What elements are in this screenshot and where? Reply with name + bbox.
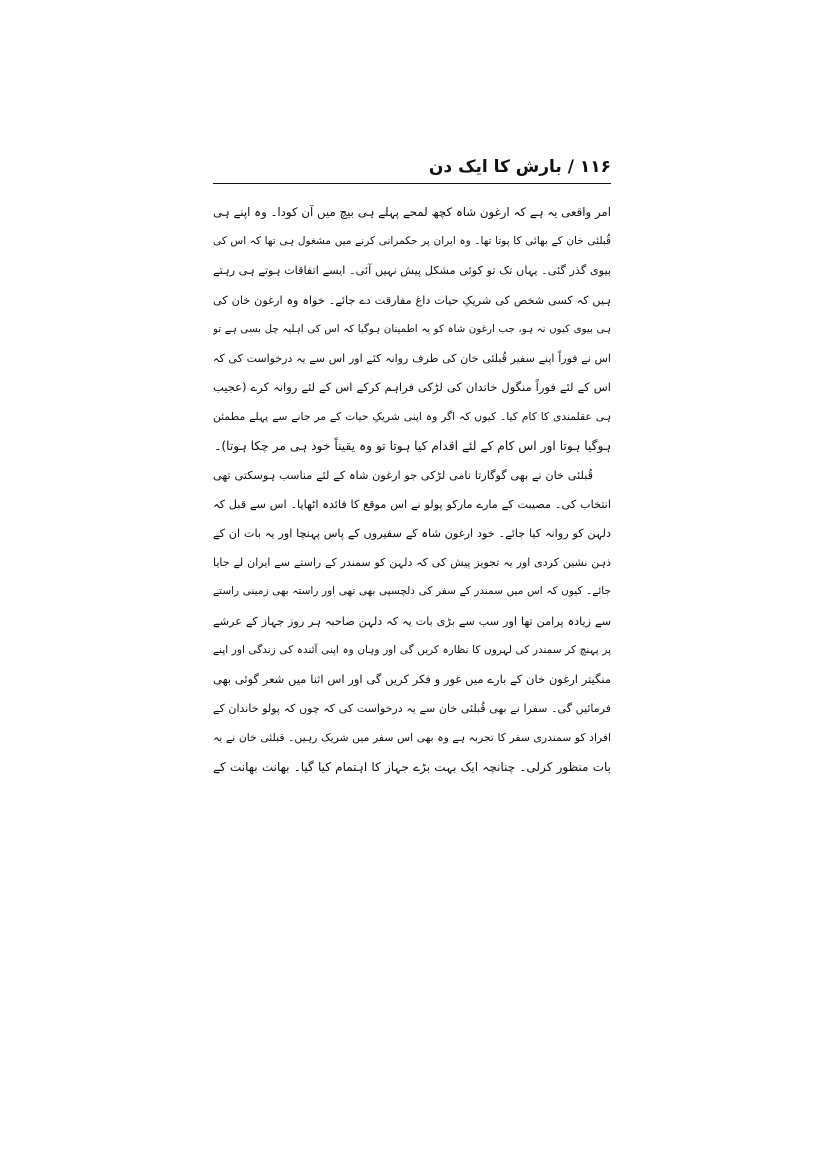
- paragraph: [213, 198, 611, 461]
- text-line: سے زیادہ پرامن تھا اور سب سے بڑی بات یہ کہ دلہن صاحبہ ہر روز جہاز کے عرشے: [213, 614, 611, 628]
- text-line: انتخاب کی۔ مصیبت کے مارے مارکو پولو نے اس موقع کا فائدہ اٹھایا۔ اس سے قبل کہ: [213, 497, 611, 511]
- text-line: بات منظور کرلی۔ چنانچہ ایک بہت بڑے جہاز کا اہتمام کیا گیا۔ بھانت بھانت کے: [213, 759, 611, 774]
- text-line: جائے۔ کیوں کہ اس میں سمندر کے سفر کی دلچسپی بھی تھی اور راستہ بھی زمینی راستے: [213, 585, 611, 598]
- body-text: [213, 198, 611, 782]
- text-line: اس نے فوراً اپنے سفیر قُبلئی خان کی طرف روانہ کئے اور اس سے یہ درخواست کی کہ: [213, 351, 611, 365]
- paragraph: [213, 461, 611, 782]
- text-line: ہیں کہ کسی شخص کی شریکِ حیات داغ مفارقت دے جائے۔ خواہ وہ ارغون خان کی: [213, 293, 611, 307]
- running-head: ۱۱۶ / بارش کا ایک دن: [428, 157, 611, 177]
- text-line: بیوی گذر گئی۔ یہاں تک تو کوئی مشکل پیش نہیں آئی۔ ایسے اتفاقات ہوتے ہی رہتے: [213, 264, 611, 278]
- text-line: ذہن نشین کردی اور یہ تجویز پیش کی کہ دلہن کو سمندر کے راستے سے ایران لے جایا: [213, 556, 611, 570]
- text-line: ہی بیوی کیوں نہ ہو، جب ارغون شاہ کو یہ اطمینان ہوگیا کہ اس کی اہلیہ چل بسی ہے تو: [213, 322, 611, 335]
- page-header: [213, 152, 611, 180]
- text-line: فرمائیں گی۔ سفرا نے بھی قُبلئی خان سے یہ درخواست کی کہ چوں کہ پولو خاندان کے: [213, 702, 611, 716]
- text-line: امر واقعی یہ ہے کہ ارغون شاہ کچھ لمحے پہلے ہی بیچ میں آن کودا۔ وہ اپنے ہی: [213, 205, 611, 219]
- text-line: ہوگیا ہوتا اور اس کام کے لئے اقدام کیا ہوتا تو وہ یقیناً خود ہی مر چکا ہوتا)۔: [214, 438, 611, 453]
- text-line: دلہن کو روانہ کیا جائے۔ خود ارغون شاہ کے سفیروں کے پاس پہنچا اور یہ بات ان کے: [213, 527, 611, 541]
- text-line: اس کے لئے فوراً منگول خاندان کی لڑکی فراہم کرکے اس کے لئے روانہ کرے (عجیب: [213, 380, 611, 395]
- text-line: ہی عقلمندی کا کام کیا۔ کیوں کہ اگر وہ اپنی شریکِ حیات کے مر جانے سے پہلے مطمئن: [213, 410, 611, 424]
- text-line: منگیتر ارغون خان کے بارے میں غور و فکر کریں گی اور اس اثنا میں شعر گوئی بھی: [213, 672, 611, 686]
- text-line: قُبلئی خان نے بھی گوگارتا نامی لڑکی جو ارغون شاہ کے لئے مناسب ہوسکتی تھی: [213, 468, 593, 482]
- text-line: افراد کو سمندری سفر کا تجربہ ہے وہ بھی اس سفر میں شریک رہیں۔ قبلئی خان نے یہ: [213, 731, 611, 745]
- header-rule: [213, 183, 611, 184]
- text-line: پر پہنچ کر سمندر کی لہروں کا نظارہ کریں گی اور وہاں وہ اپنی آئندہ کی زندگی اور اپنے: [213, 643, 611, 656]
- text-line: قُبلئی خان کے بھائی کا پوتا تھا۔ وہ ایران پر حکمرانی کرنے میں مشغول ہی تھا کہ اس کی: [213, 235, 611, 248]
